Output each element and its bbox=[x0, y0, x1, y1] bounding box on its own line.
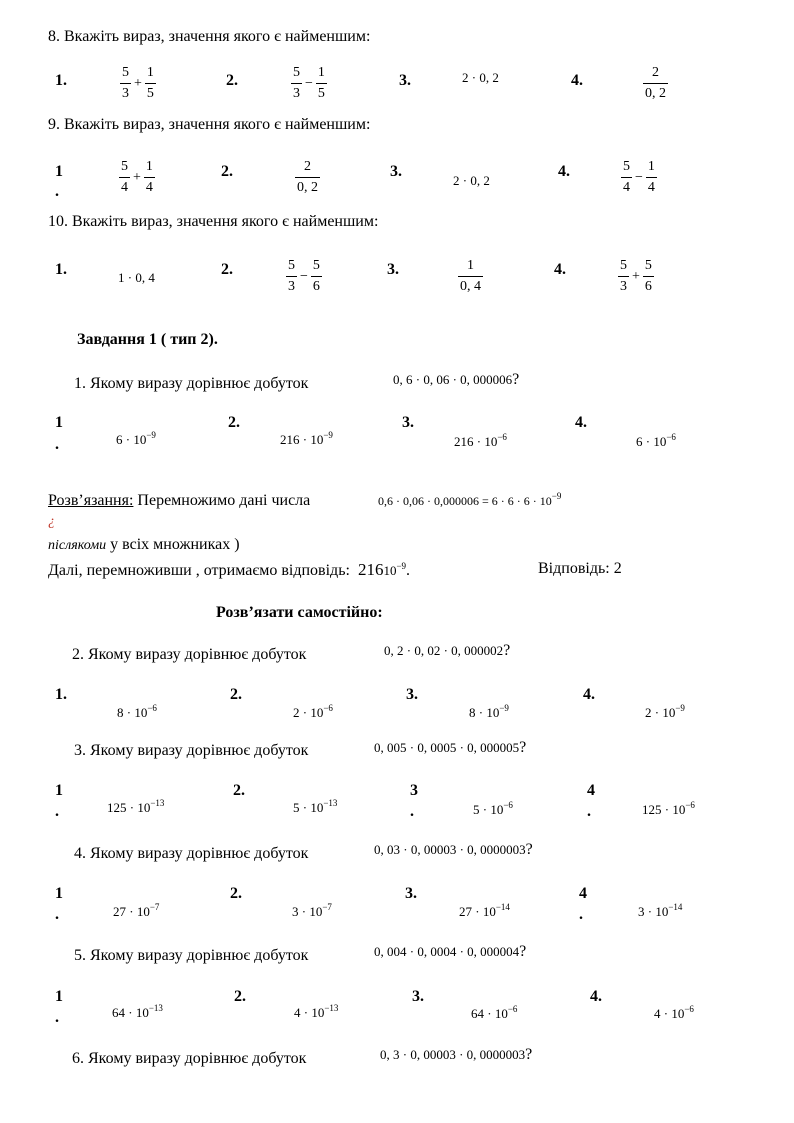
task1-q1-text: 1. Якому виразу дорівнює добуток bbox=[74, 375, 309, 392]
task1-q1-option-4: $6 \cdot 10^{-6}$ bbox=[636, 432, 676, 449]
self-q4-expression: 0, 03 · 0, 00003 · 0, 0000003? bbox=[374, 841, 533, 858]
self-q2-option-2-label: 2. bbox=[230, 686, 242, 703]
task1-q1-option-1: $6 \cdot 10^{-9}$ bbox=[116, 430, 156, 447]
self-q3-option-4: $125 \cdot 10^{-6}$ bbox=[642, 800, 695, 817]
self-q4-option-4-label-dot: . bbox=[579, 906, 583, 923]
q9-option-1-expression: $\frac{5}{4}$ + $\frac{1}{4}$ bbox=[121, 159, 153, 195]
q9-option-4-label: 4. bbox=[558, 163, 570, 180]
self-q2-option-3: $8 \cdot 10^{-9}$ bbox=[469, 703, 509, 720]
task1-q1-option-3-label: 3. bbox=[402, 414, 414, 431]
question-8-text: 8. Вкажіть вираз, значення якого є найменшим: bbox=[48, 28, 371, 45]
q10-option-4-expression: $\frac{5}{3}$ + $\frac{5}{6}$ bbox=[620, 258, 652, 294]
self-q4-option-4-label: 4 bbox=[579, 885, 587, 902]
self-q3-option-4-label: 4 bbox=[587, 782, 595, 799]
q10-option-2-expression: $\frac{5}{3}$ − $\frac{5}{6}$ bbox=[288, 258, 320, 294]
q10-option-2-label: 2. bbox=[221, 261, 233, 278]
self-q3-option-1-label-dot: . bbox=[55, 803, 59, 820]
solution-line-2: післякоми у всіх множниках ) bbox=[48, 536, 240, 553]
task1-q1-option-2: $216 \cdot 10^{-9}$ bbox=[280, 430, 333, 447]
q8-option-1-expression: $\frac{5}{3}$ + $\frac{1}{5}$ bbox=[122, 65, 154, 101]
self-q5-expression: 0, 004 · 0, 0004 · 0, 000004? bbox=[374, 943, 527, 960]
self-q2-option-1: $8 \cdot 10^{-6}$ bbox=[117, 703, 157, 720]
solution-line-3: Далі, перемноживши , отримаємо відповідь: $21610^{-9}$. bbox=[48, 560, 411, 579]
self-q3-option-1-label: 1 bbox=[55, 782, 63, 799]
self-q4-text: 4. Якому виразу дорівнює добуток bbox=[74, 845, 309, 862]
q8-option-4-label: 4. bbox=[571, 72, 583, 89]
self-q5-option-3-label: 3. bbox=[412, 988, 424, 1005]
self-q2-option-3-label: 3. bbox=[406, 686, 418, 703]
self-q5-text: 5. Якому виразу дорівнює добуток bbox=[74, 947, 309, 964]
task-1-heading: Завдання 1 ( тип 2). bbox=[77, 331, 218, 348]
q10-option-1-expression: 1 · 0, 4 bbox=[118, 270, 155, 285]
task1-q1-option-1-label: 1 bbox=[55, 414, 63, 431]
self-q3-option-3-label: 3 bbox=[410, 782, 418, 799]
q9-option-3-expression: 2 · 0, 2 bbox=[453, 173, 490, 188]
q10-option-3-label: 3. bbox=[387, 261, 399, 278]
self-q2-expression: 0, 2 · 0, 02 · 0, 000002? bbox=[384, 642, 511, 659]
self-q3-option-1: $125 \cdot 10^{-13}$ bbox=[107, 798, 165, 815]
solution-red-glyph: ¿ bbox=[48, 514, 55, 529]
self-q4-option-1-label-dot: . bbox=[55, 906, 59, 923]
task1-q1-option-2-label: 2. bbox=[228, 414, 240, 431]
self-q4-option-2-label: 2. bbox=[230, 885, 242, 902]
self-q5-option-1-label: 1 bbox=[55, 988, 63, 1005]
q9-option-2-expression: $\frac{2}{0, 2}$ bbox=[297, 159, 318, 195]
task1-q1-option-3: $216 \cdot 10^{-6}$ bbox=[454, 432, 507, 449]
q8-option-4-expression: $\frac{2}{0, 2}$ bbox=[645, 65, 666, 101]
q8-option-3-expression: 2 · 0, 2 bbox=[462, 70, 499, 85]
self-q5-option-4: $4 \cdot 10^{-6}$ bbox=[654, 1004, 694, 1021]
self-q3-option-3: $5 \cdot 10^{-6}$ bbox=[473, 800, 513, 817]
solution-line-1: Розв’язання: Перемножимо дані числа bbox=[48, 492, 311, 509]
self-q6-expression: 0, 3 · 0, 00003 · 0, 0000003? bbox=[380, 1046, 533, 1063]
self-q4-option-2: $3 \cdot 10^{-7}$ bbox=[292, 902, 332, 919]
self-q4-option-3: $27 \cdot 10^{-14}$ bbox=[459, 902, 510, 919]
q8-option-1-label: 1. bbox=[55, 72, 67, 89]
question-9-text: 9. Вкажіть вираз, значення якого є найменшим: bbox=[48, 116, 371, 133]
q8-option-2-label: 2. bbox=[226, 72, 238, 89]
self-q3-option-2: $5 \cdot 10^{-13}$ bbox=[293, 798, 338, 815]
q8-option-2-expression: $\frac{5}{3}$ − $\frac{1}{5}$ bbox=[293, 65, 325, 101]
solution-expression: $0,6 \cdot 0,06 \cdot 0,000006 = 6 \cdot 6 \cdot 6 \cdot 10^{-9}$ bbox=[378, 491, 562, 508]
task1-q1-option-4-label: 4. bbox=[575, 414, 587, 431]
self-q3-text: 3. Якому виразу дорівнює добуток bbox=[74, 742, 309, 759]
solution-answer: Відповідь: 2 bbox=[538, 560, 622, 577]
self-q5-option-1-label-dot: . bbox=[55, 1009, 59, 1026]
self-q4-option-4: $3 \cdot 10^{-14}$ bbox=[638, 902, 683, 919]
self-study-heading: Розв’язати самостійно: bbox=[216, 604, 383, 621]
task1-q1-option-1-label-dot: . bbox=[55, 436, 59, 453]
q9-option-4-expression: $\frac{5}{4}$ − $\frac{1}{4}$ bbox=[623, 159, 655, 195]
self-q4-option-1: $27 \cdot 10^{-7}$ bbox=[113, 902, 160, 919]
question-10-text: 10. Вкажіть вираз, значення якого є найменшим: bbox=[48, 213, 379, 230]
self-q2-option-2: $2 \cdot 10^{-6}$ bbox=[293, 703, 333, 720]
self-q5-option-3: $64 \cdot 10^{-6}$ bbox=[471, 1004, 518, 1021]
q9-option-1-label-dot: . bbox=[55, 183, 59, 200]
self-q5-option-2: $4 \cdot 10^{-13}$ bbox=[294, 1003, 339, 1020]
self-q4-option-3-label: 3. bbox=[405, 885, 417, 902]
self-q3-option-4-label-dot: . bbox=[587, 803, 591, 820]
self-q2-option-4-label: 4. bbox=[583, 686, 595, 703]
task1-q1-expression: 0, 6 · 0, 06 · 0, 000006? bbox=[393, 371, 520, 388]
self-q6-text: 6. Якому виразу дорівнює добуток bbox=[72, 1050, 307, 1067]
self-q2-option-4: $2 \cdot 10^{-9}$ bbox=[645, 703, 685, 720]
self-q3-option-3-label-dot: . bbox=[410, 803, 414, 820]
self-q2-text: 2. Якому виразу дорівнює добуток bbox=[72, 646, 307, 663]
self-q5-option-2-label: 2. bbox=[234, 988, 246, 1005]
q10-option-3-expression: $\frac{1}{0, 4}$ bbox=[460, 258, 481, 294]
q10-option-4-label: 4. bbox=[554, 261, 566, 278]
q8-option-3-label: 3. bbox=[399, 72, 411, 89]
self-q3-expression: 0, 005 · 0, 0005 · 0, 000005? bbox=[374, 739, 527, 756]
self-q5-option-1: $64 \cdot 10^{-13}$ bbox=[112, 1003, 163, 1020]
self-q5-option-4-label: 4. bbox=[590, 988, 602, 1005]
q10-option-1-label: 1. bbox=[55, 261, 67, 278]
self-q3-option-2-label: 2. bbox=[233, 782, 245, 799]
q9-option-3-label: 3. bbox=[390, 163, 402, 180]
q9-option-2-label: 2. bbox=[221, 163, 233, 180]
solution-label: Розв’язання: bbox=[48, 492, 134, 509]
q9-option-1-label: 1 bbox=[55, 163, 63, 180]
self-q2-option-1-label: 1. bbox=[55, 686, 67, 703]
self-q4-option-1-label: 1 bbox=[55, 885, 63, 902]
